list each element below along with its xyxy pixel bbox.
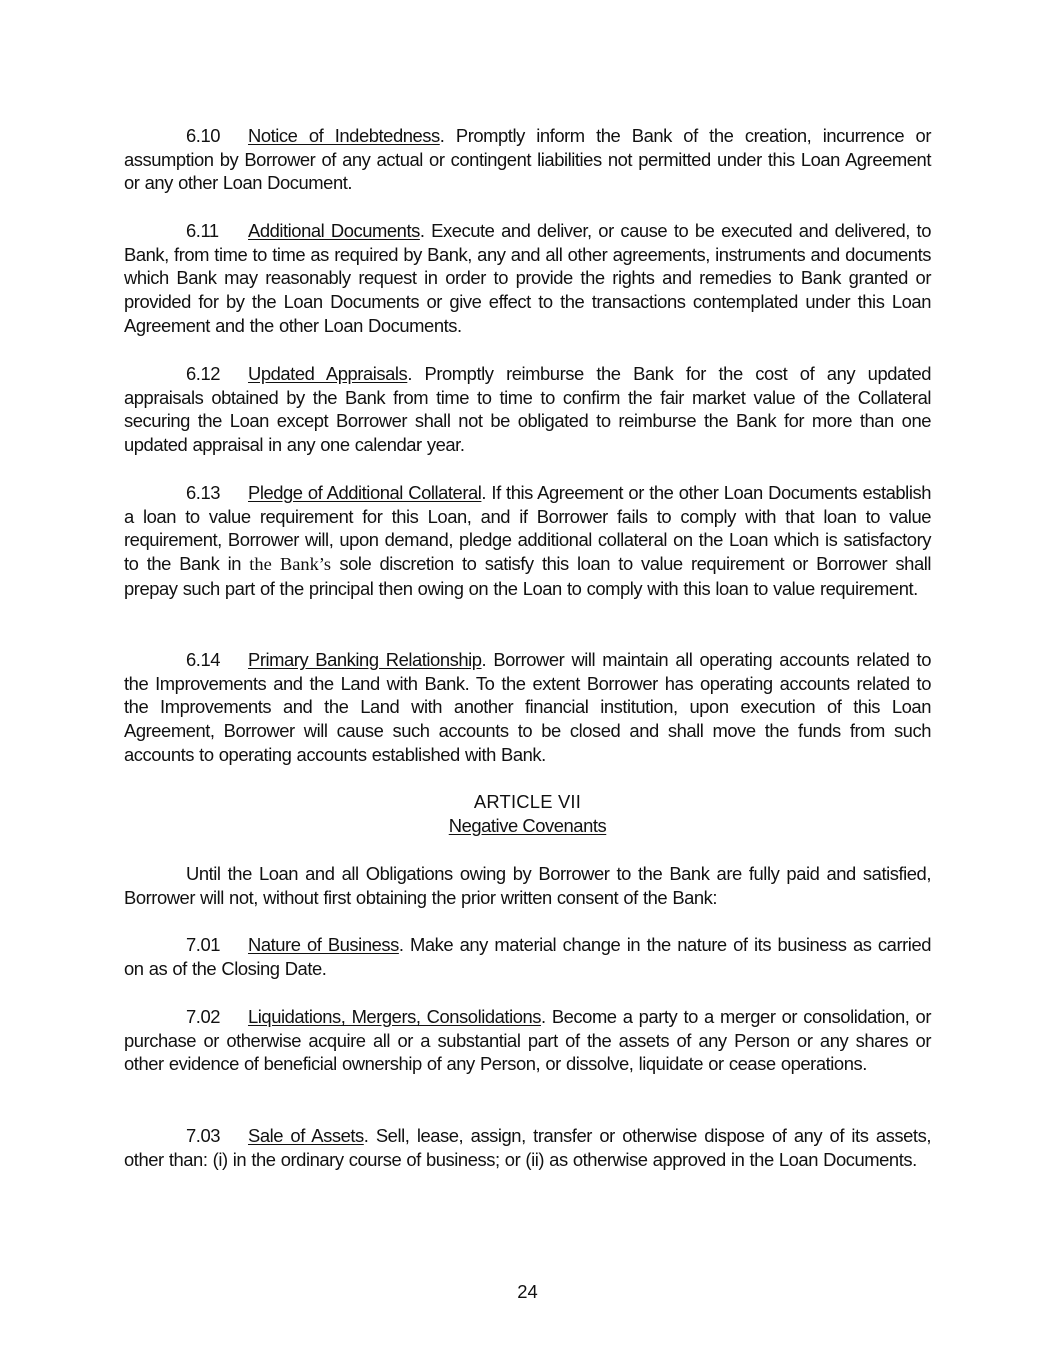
page-number: 24: [517, 1281, 538, 1302]
section-heading: Pledge of Additional Collateral: [248, 482, 482, 503]
section-body: . Make any material change in the nature of its business as carried on as of the Closing Date.: [124, 934, 931, 979]
section-body: . Become a party to a merger or consolidation, or purchase or otherwise acquire all or a substantial part of the assets of any Person or any shares or other evidence of beneficial ownership of any Person, or dissolve, liquidate or cease operations.: [124, 1006, 932, 1075]
section-7-01: [124, 933, 931, 980]
section-body-serif: the Bank’s: [249, 554, 332, 575]
section-7-03: [124, 1124, 931, 1171]
section-body-continued: sole discretion to satisfy this loan to value requirement or Borrower shall prepay such part of the principal then owing on the Loan to comply with this loan to value requirement.: [124, 553, 931, 599]
section-body: . Promptly reimburse the Bank for the cost of any updated appraisals obtained by the Bank from time to time to confirm the fair market value of the Collateral securing the Loan except Borrower shall not be obligated to reimburse the Bank for more than one updated appraisal in any one calendar year.: [124, 363, 932, 456]
section-body: . Sell, lease, assign, transfer or otherwise dispose of any of its assets, other than: (i) in the ordinary course of business; or (ii) as otherwise approved in the Loan Documents.: [124, 1125, 931, 1170]
section-number: 6.12: [186, 363, 220, 384]
section-heading: Updated Appraisals: [248, 363, 408, 384]
section-6-11: [124, 219, 931, 338]
section-7-02: [124, 1005, 931, 1076]
article-header: [124, 790, 931, 838]
section-body: . If this Agreement or the other Loan Documents establish a loan to value requirement for this Loan, and if Borrower fails to comply with that loan to value requirement, Borrower will, upon demand, pledge additional collateral on the Loan which is satisfactory to the Bank in: [124, 482, 931, 575]
section-heading: Notice of Indebtedness: [248, 125, 440, 146]
section-heading: Additional Documents: [248, 220, 420, 241]
section-number: 7.02: [186, 1006, 220, 1027]
section-6-10: [124, 124, 931, 195]
article-subtitle: Negative Covenants: [448, 815, 607, 836]
article-title: ARTICLE VII: [473, 791, 582, 812]
section-number: 7.01: [186, 934, 220, 955]
section-6-14: [124, 648, 931, 767]
section-heading: Liquidations, Mergers, Consolidations: [248, 1006, 542, 1027]
section-heading: Nature of Business: [248, 934, 399, 955]
section-6-13: [124, 481, 931, 601]
section-body: . Borrower will maintain all operating accounts related to the Improvements and the Land with Bank. To the extent Borrower has operating accounts related to the Improvements and the Land with another financial institution, upon execution of this Loan Agreement, Borrower will cause such accounts to be closed and shall move the funds from such accounts to operating accounts established with Bank.: [124, 649, 931, 765]
section-heading: Primary Banking Relationship: [248, 649, 482, 670]
section-body: . Execute and deliver, or cause to be executed and delivered, to Bank, from time to time as required by Bank, any and all other agreements, instruments and documents which Bank may reasonably request in order to provide the rights and remedies to Bank granted or provided for by the Loan Documents or give effect to the transactions contemplated under this Loan Agreement and the other Loan Documents.: [124, 220, 931, 336]
section-number: 6.14: [186, 649, 220, 670]
section-heading: Sale of Assets: [248, 1125, 364, 1146]
section-number: 6.10: [186, 125, 220, 146]
section-number: 6.11: [186, 220, 219, 241]
article-intro: Until the Loan and all Obligations owing by Borrower to the Bank are fully paid and satisfied, Borrower will not, without first obtaining the prior written consent of the Bank:: [124, 863, 931, 908]
section-6-12: [124, 362, 931, 457]
section-number: 7.03: [186, 1125, 220, 1146]
section-body: . Promptly inform the Bank of the creation, incurrence or assumption by Borrower of any actual or contingent liabilities not permitted under this Loan Agreement or any other Loan Document.: [124, 125, 931, 194]
section-number: 6.13: [186, 482, 220, 503]
